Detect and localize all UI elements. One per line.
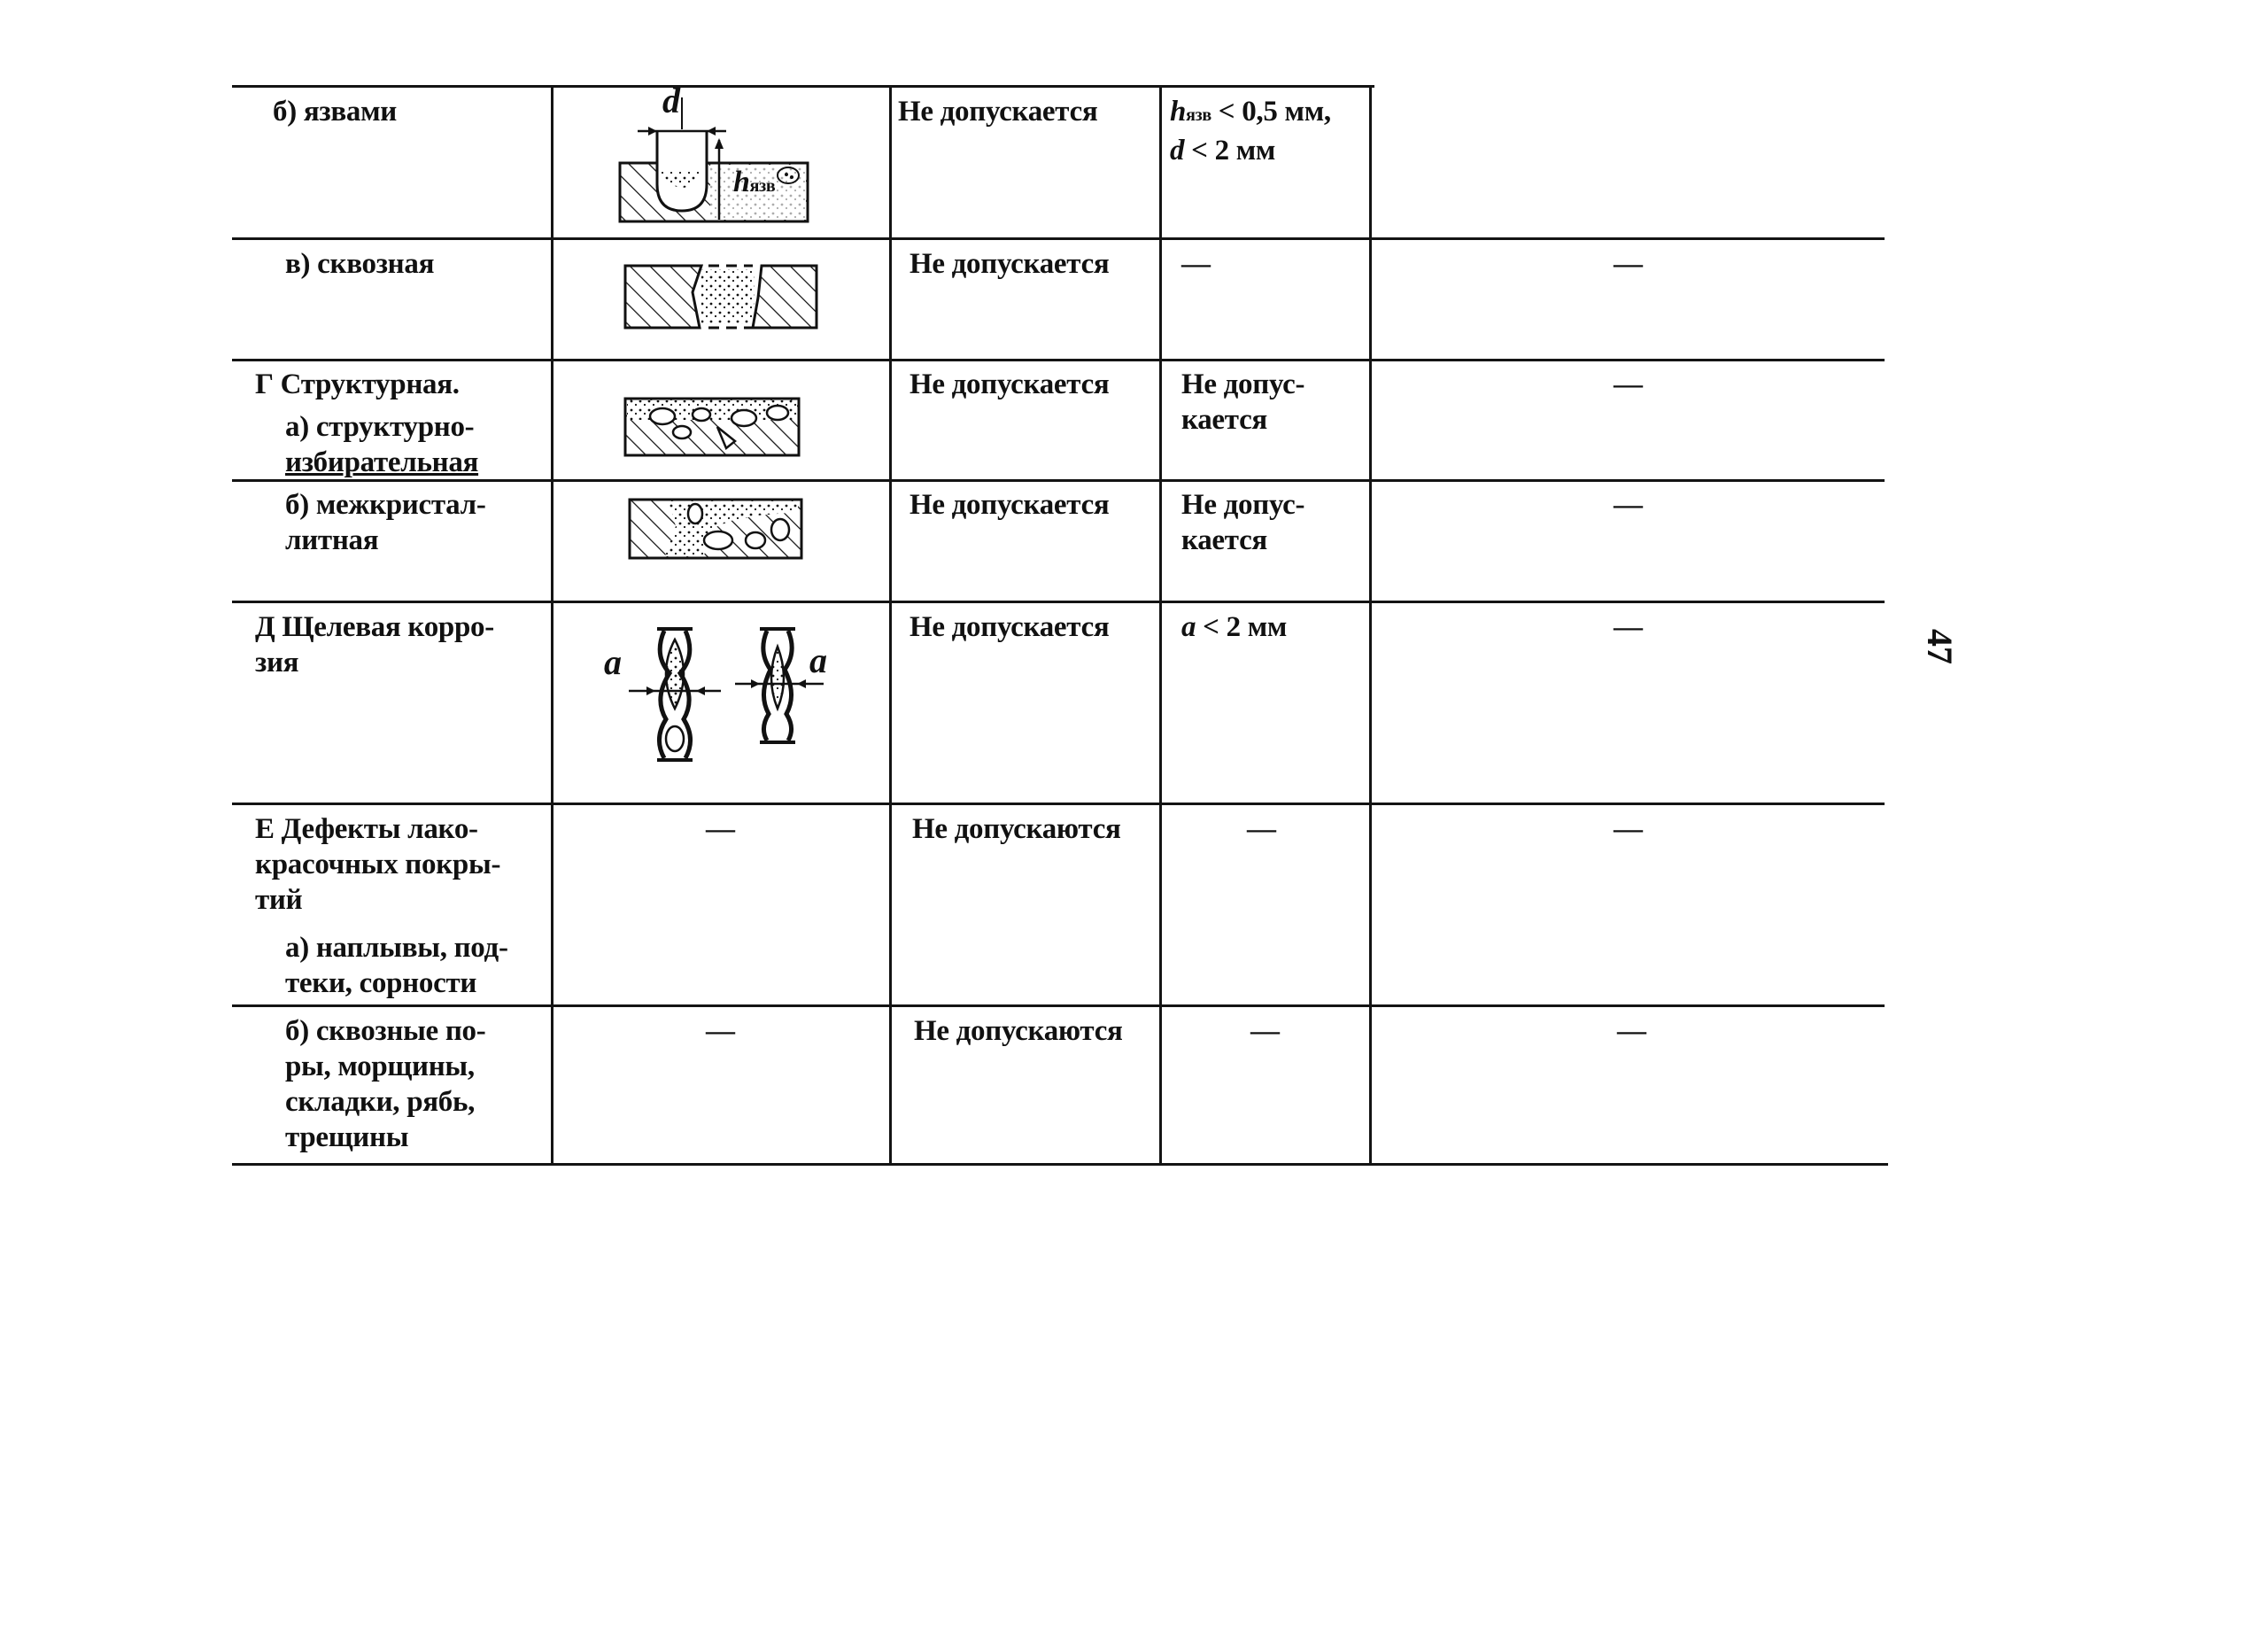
row-col5-crevice: — [1614, 611, 1643, 643]
row-label-paint-defects: Е Дефекты лако- красочных покры- тий [255, 813, 501, 916]
row-col3-structural: Не допускается [910, 368, 1110, 400]
row-col4-pitting: hязв < 0,5 мм, d < 2 мм [1170, 96, 1331, 167]
table-bottom-rule [232, 1163, 1888, 1166]
row-rule-5 [232, 803, 1885, 805]
row-col4-through-pores: — [1250, 1015, 1280, 1047]
page-number: 47 [1920, 629, 1960, 664]
pitting-h-label: hязв [733, 166, 776, 198]
row-col5-intercrystalline: — [1614, 489, 1643, 521]
row-rule-3 [232, 479, 1885, 482]
structural-corrosion-figure [620, 390, 806, 461]
row-col4-crevice: а < 2 мм [1181, 611, 1288, 643]
row-col4-through: — [1181, 248, 1211, 280]
row-label-structural: Г Структурная. [255, 368, 460, 400]
row-label-pitting: б) язвами [273, 96, 397, 128]
col-divider-3 [1159, 85, 1162, 1165]
row-col5-through-pores: — [1617, 1015, 1646, 1047]
intercrystalline-corrosion-figure [624, 494, 810, 565]
row-rule-2 [232, 359, 1885, 361]
col-divider-1 [551, 85, 553, 1165]
row-col5-paint-defects: — [1614, 813, 1643, 845]
row-rule-6 [232, 1004, 1885, 1007]
row-label-through-pores: б) сквозные по- ры, морщины, складки, рябь, трещины [285, 1015, 486, 1153]
row-col3-intercrystalline: Не допускается [910, 489, 1110, 521]
row-rule-1 [232, 237, 1885, 240]
row-col4-intercrystalline: Не допус- кается [1181, 489, 1305, 556]
row-col3-through: Не допускается [910, 248, 1110, 280]
row-col3-paint-defects: Не допускаются [912, 813, 1121, 845]
row-col2-paint-defects: — [706, 813, 735, 845]
row-label-paint-defects-sub: а) наплывы, под- теки, сорности [285, 932, 508, 999]
crevice-corrosion-figure [602, 620, 841, 771]
crevice-a-label-left: а [604, 642, 622, 682]
row-col5-structural: — [1614, 368, 1643, 400]
row-label-crevice: Д Щелевая корро- зия [255, 611, 494, 679]
row-col3-through-pores: Не допускаются [914, 1015, 1123, 1047]
row-rule-4 [232, 601, 1885, 603]
pitting-figure [611, 87, 824, 229]
row-col3-crevice: Не допускается [910, 611, 1110, 643]
through-corrosion-figure [620, 257, 824, 337]
row-col4-structural: Не допус- кается [1181, 368, 1305, 436]
crevice-a-label-right: а [809, 640, 827, 680]
row-label-intercrystalline: б) межкристал- литная [285, 489, 486, 556]
row-col2-through-pores: — [706, 1015, 735, 1047]
row-col4-paint-defects: — [1247, 813, 1276, 845]
row-label-structural-sub: а) структурно- избирательная [285, 411, 479, 478]
col-divider-4 [1369, 85, 1372, 1165]
row-col3-pitting: Не допускается [898, 96, 1098, 128]
row-col5-through: — [1614, 248, 1643, 280]
col-divider-2 [889, 85, 892, 1165]
pitting-d-label: d [662, 81, 680, 120]
row-label-through: в) сквозная [285, 248, 435, 280]
